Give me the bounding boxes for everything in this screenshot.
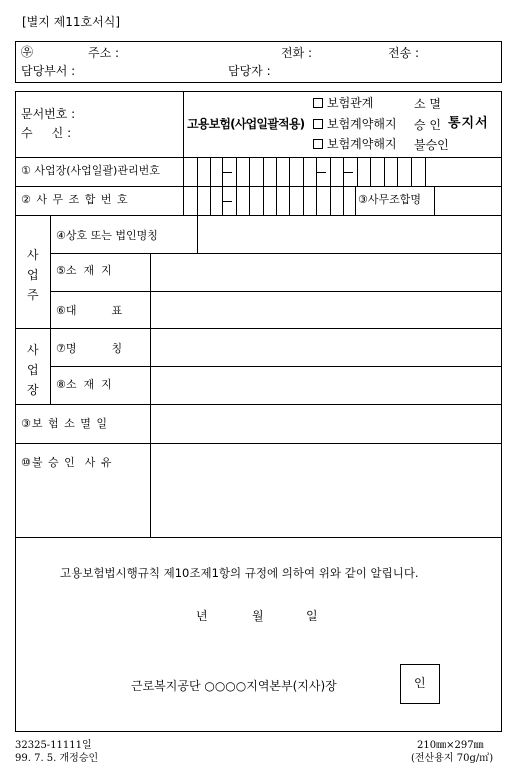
checkbox-icon[interactable] bbox=[313, 98, 323, 108]
status-extinction: 소 멸 bbox=[414, 97, 441, 111]
doc-title: 고용보험(사업일괄적용) bbox=[187, 117, 305, 131]
fax-label: 전송 : bbox=[388, 46, 420, 60]
office-number-label: ② 사 무 조 합 번 호 bbox=[21, 193, 129, 206]
option-label-1: 보험관계 bbox=[327, 96, 374, 110]
approval-date: 99. 7. 5. 개정승인 bbox=[15, 753, 99, 764]
seal-label: 인 bbox=[414, 676, 426, 690]
office-name-label: ③사무조합명 bbox=[358, 193, 421, 206]
mgmt-number-label: ① 사업장(사업일괄)관리번호 bbox=[21, 164, 160, 177]
statement-text: 고용보험법시행규칙 제10조제1항의 규정에 의하여 위와 같이 알립니다. bbox=[60, 566, 419, 580]
manager-label: 담당자 : bbox=[228, 64, 271, 78]
signer-label: 근로복지공단 ○○○○지역본부(지사)장 bbox=[131, 679, 337, 693]
option-row-2 bbox=[313, 118, 397, 130]
form-title: [별지 제11호서식] bbox=[22, 15, 120, 29]
checkbox-icon[interactable] bbox=[313, 139, 323, 149]
month-label: 월 bbox=[252, 609, 264, 623]
department-label: 담당부서 : bbox=[21, 64, 76, 78]
status-disapproval: 불승인 bbox=[414, 138, 449, 152]
owner-location-label: ⑤소 재 지 bbox=[56, 264, 112, 277]
address-label: 주소 : bbox=[88, 46, 120, 60]
workplace-name-label: ⑦명 칭 bbox=[56, 342, 123, 355]
disapproval-reason-label: ⑩불 승 인 사 유 bbox=[21, 456, 113, 469]
option-label-3: 보험계약해지 bbox=[327, 137, 397, 151]
checkbox-icon[interactable] bbox=[313, 119, 323, 129]
notice-title: 통지서 bbox=[448, 116, 489, 131]
extinction-date-label: ③보 험 소 멸 일 bbox=[21, 417, 108, 430]
paper-spec: (전산용지 70g/㎡) bbox=[411, 753, 494, 764]
main-form bbox=[15, 91, 502, 732]
option-label-2: 보험계약해지 bbox=[327, 117, 397, 131]
workplace-group-label: 사 업 장 bbox=[27, 343, 39, 397]
status-approval: 승 인 bbox=[414, 118, 441, 132]
form-code: 32325-11111일 bbox=[15, 740, 92, 751]
paper-size: 210㎜×297㎜ bbox=[417, 740, 484, 751]
business-owner-group-label: 사 업 주 bbox=[27, 248, 39, 302]
workplace-location-label: ⑧소 재 지 bbox=[56, 378, 112, 391]
recipient-label: 수 신 : bbox=[21, 126, 72, 140]
trade-name-label: ④상호 또는 법인명칭 bbox=[56, 229, 158, 242]
option-row-3 bbox=[313, 138, 397, 150]
doc-number-label: 문서번호 : bbox=[21, 107, 76, 121]
option-row-1 bbox=[313, 97, 373, 109]
representative-label: ⑥대 표 bbox=[56, 304, 123, 317]
phone-label: 전화 : bbox=[281, 46, 313, 60]
logo-icon: ㉾ bbox=[21, 45, 34, 59]
day-label: 일 bbox=[306, 609, 318, 623]
year-label: 년 bbox=[196, 609, 208, 623]
